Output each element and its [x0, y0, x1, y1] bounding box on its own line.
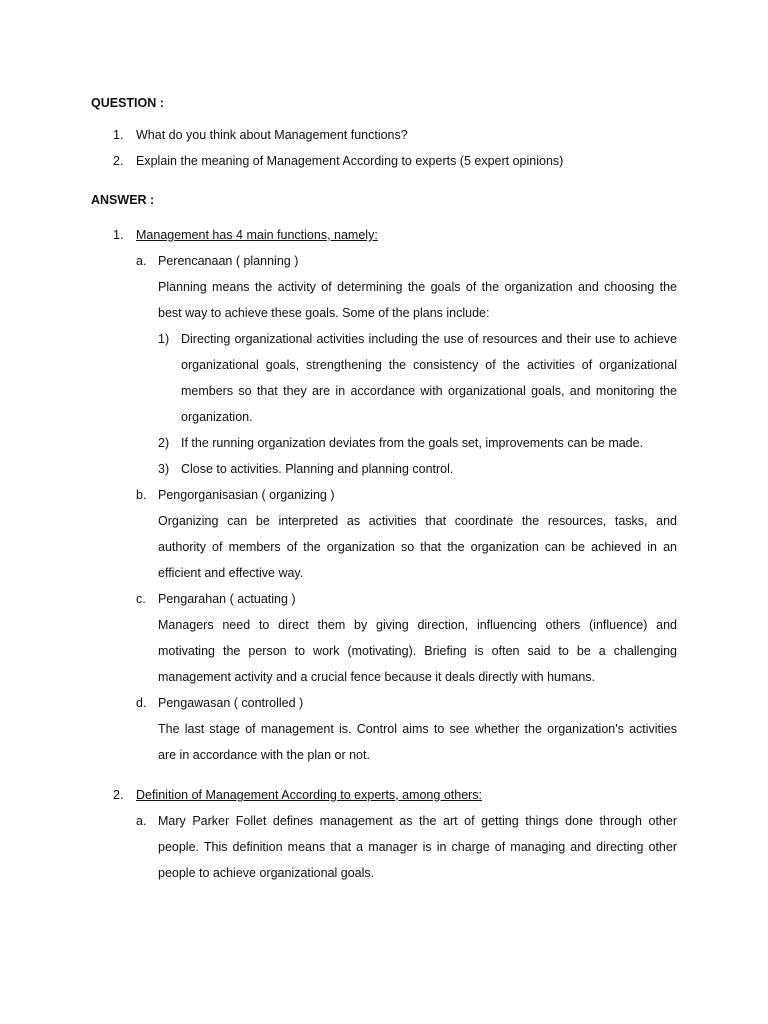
item-marker: a. — [136, 254, 147, 268]
item-marker: b. — [136, 488, 147, 502]
function-title-controlled: Pengawasan ( controlled ) — [158, 696, 304, 710]
question-text: What do you think about Management functions? — [136, 128, 408, 142]
paragraph-line: Planning means the activity of determining the goals of the organization and choosing the — [158, 280, 677, 294]
paragraph-line: people to achieve organizational goals. — [158, 866, 375, 880]
paragraph-line: Close to activities. Planning and planning control. — [181, 462, 454, 476]
answer-number: 2. — [113, 788, 124, 802]
paragraph-line: best way to achieve these goals. Some of the plans include: — [158, 306, 490, 320]
function-title-actuating: Pengarahan ( actuating ) — [158, 592, 296, 606]
item-marker: d. — [136, 696, 147, 710]
paragraph-line: Managers need to direct them by giving direction, influencing others (influence) and — [158, 618, 677, 632]
paragraph-line: If the running organization deviates from the goals set, improvements can be made. — [181, 436, 644, 450]
paragraph-line: Mary Parker Follet defines management as the art of getting things done through other — [158, 814, 677, 828]
item-marker: a. — [136, 814, 147, 828]
function-title-planning: Perencanaan ( planning ) — [158, 254, 299, 268]
paragraph-line: people. This definition means that a manager is in charge of managing and directing other — [158, 840, 677, 854]
subitem-marker: 1) — [158, 332, 170, 346]
paragraph-line: Organizing can be interpreted as activities that coordinate the resources, tasks, and — [158, 514, 677, 528]
paragraph-line: Directing organizational activities including the use of resources and their use to achieve — [181, 332, 677, 346]
subitem-marker: 3) — [158, 462, 170, 476]
answer-heading-2: Definition of Management According to experts, among others: — [136, 788, 483, 802]
paragraph-line: management activity and a crucial fence because it deals directly with humans. — [158, 670, 596, 684]
function-title-organizing: Pengorganisasian ( organizing ) — [158, 488, 335, 502]
answer-number: 1. — [113, 228, 124, 242]
question-number: 1. — [113, 128, 124, 142]
paragraph-line: organization. — [181, 410, 253, 424]
paragraph-line: are in accordance with the plan or not. — [158, 748, 370, 762]
paragraph-line: The last stage of management is. Control aims to see whether the organization's activities — [158, 722, 677, 736]
item-marker: c. — [136, 592, 146, 606]
question-heading: QUESTION : — [91, 96, 164, 110]
paragraph-line: organizational goals, strengthening the consistency of the activities of organizational — [181, 358, 677, 372]
question-number: 2. — [113, 154, 124, 168]
question-text: Explain the meaning of Management According to experts (5 expert opinions) — [136, 154, 564, 168]
paragraph-line: motivating the person to work (motivating). Briefing is often said to be a challenging — [158, 644, 677, 658]
answer-heading-1: Management has 4 main functions, namely: — [136, 228, 378, 242]
subitem-marker: 2) — [158, 436, 170, 450]
paragraph-line: efficient and effective way. — [158, 566, 304, 580]
paragraph-line: members so that they are in accordance with organizational goals, and monitoring the — [181, 384, 677, 398]
answer-heading: ANSWER : — [91, 193, 155, 207]
paragraph-line: authority of members of the organization so that the organization can be achieved in an — [158, 540, 677, 554]
